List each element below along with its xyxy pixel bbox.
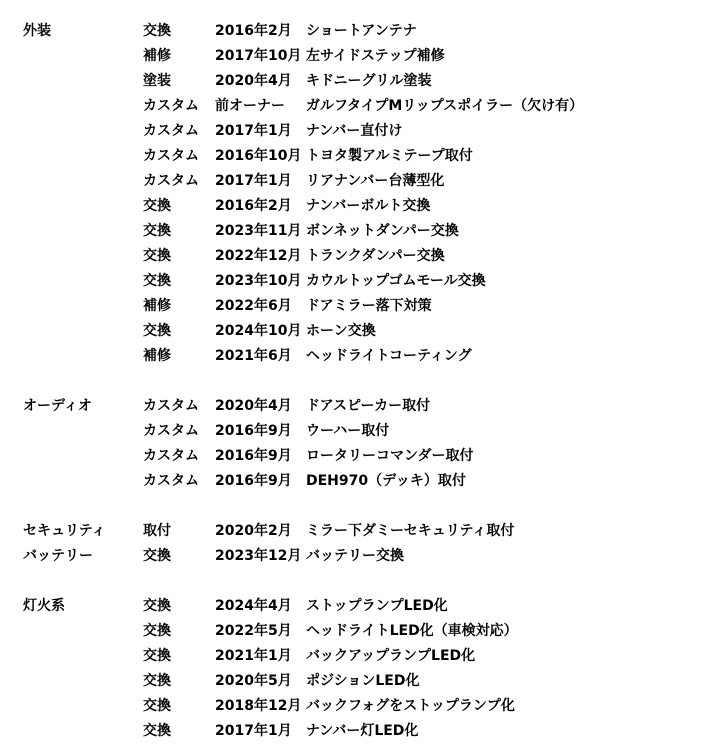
description-cell: ホーン交換	[306, 323, 376, 339]
type-cell: カスタム	[143, 473, 199, 489]
type-cell: 塗装	[143, 73, 171, 89]
table-row	[0, 719, 720, 744]
table-row	[0, 694, 720, 719]
description-cell: ドアスピーカー取付	[306, 398, 431, 414]
date-cell: 2017年1月	[215, 723, 292, 739]
table-row	[0, 169, 720, 194]
date-cell: 2017年1月	[215, 123, 292, 139]
description-cell: ポジションLED化	[306, 673, 420, 689]
type-cell: 補修	[143, 298, 171, 314]
table-row	[0, 594, 720, 619]
description-cell: ナンバー直付け	[306, 123, 403, 139]
description-cell: DEH970（デッキ）取付	[306, 473, 466, 489]
description-cell: ナンバーボルト交換	[306, 198, 431, 214]
table-row	[0, 344, 720, 369]
type-cell: カスタム	[143, 173, 199, 189]
type-cell: 補修	[143, 48, 171, 64]
type-cell: 交換	[143, 723, 171, 739]
type-cell: カスタム	[143, 148, 199, 164]
description-cell: 左サイドステップ補修	[306, 48, 445, 64]
type-cell: カスタム	[143, 398, 199, 414]
table-row	[0, 469, 720, 494]
type-cell: 交換	[143, 248, 171, 264]
description-cell: ガルフタイプMリップスポイラー（欠け有）	[306, 98, 584, 114]
description-cell: トヨタ製アルミテープ取付	[306, 148, 473, 164]
type-cell: 補修	[143, 348, 171, 364]
type-cell: カスタム	[143, 448, 199, 464]
date-cell: 2016年9月	[215, 423, 292, 439]
table-row	[0, 269, 720, 294]
type-cell: 交換	[143, 623, 171, 639]
category-cell: オーディオ	[23, 398, 92, 414]
description-cell: ナンバー灯LED化	[306, 723, 419, 739]
date-cell: 2020年5月	[215, 673, 292, 689]
table-row	[0, 444, 720, 469]
description-cell: トランクダンパー交換	[306, 248, 445, 264]
date-cell: 2024年10月	[215, 323, 302, 339]
table-row	[0, 519, 720, 544]
date-cell: 2020年4月	[215, 398, 292, 414]
type-cell: カスタム	[143, 423, 199, 439]
table-row	[0, 19, 720, 44]
description-cell: ショートアンテナ	[306, 23, 417, 39]
table-row	[0, 544, 720, 569]
date-cell: 2021年6月	[215, 348, 292, 364]
date-cell: 2022年6月	[215, 298, 292, 314]
table-row	[0, 119, 720, 144]
type-cell: 交換	[143, 198, 171, 214]
description-cell: バックアップランプLED化	[306, 648, 476, 664]
table-row	[0, 319, 720, 344]
table-row	[0, 419, 720, 444]
table-row	[0, 294, 720, 319]
description-cell: ヘッドライトコーティング	[306, 348, 472, 364]
description-cell: バックフォグをストップランプ化	[306, 698, 515, 714]
description-cell: ボンネットダンパー交換	[306, 223, 459, 239]
type-cell: 交換	[143, 273, 171, 289]
date-cell: 2016年9月	[215, 448, 292, 464]
date-cell: 2020年4月	[215, 73, 292, 89]
date-cell: 2016年10月	[215, 148, 302, 164]
category-cell: 灯火系	[23, 598, 65, 614]
category-cell: 外装	[23, 23, 51, 39]
description-cell: ロータリーコマンダー取付	[306, 448, 474, 464]
table-row	[0, 144, 720, 169]
date-cell: 2016年9月	[215, 473, 292, 489]
description-cell: バッテリー交換	[306, 548, 404, 564]
table-row	[0, 94, 720, 119]
date-cell: 2023年12月	[215, 548, 302, 564]
table-row	[0, 644, 720, 669]
table-row	[0, 194, 720, 219]
description-cell: カウルトップゴムモール交換	[306, 273, 486, 289]
category-cell: バッテリー	[23, 548, 93, 564]
category-cell: セキュリティ	[23, 523, 106, 539]
type-cell: 交換	[143, 698, 171, 714]
description-cell: ヘッドライトLED化（車検対応）	[306, 623, 518, 639]
date-cell: 2018年12月	[215, 698, 302, 714]
date-cell: 2016年2月	[215, 198, 292, 214]
date-cell: 2023年10月	[215, 273, 302, 289]
table-row	[0, 394, 720, 419]
table-row	[0, 69, 720, 94]
type-cell: 取付	[143, 523, 171, 539]
date-cell: 2016年2月	[215, 23, 292, 39]
date-cell: 2022年5月	[215, 623, 292, 639]
table-row	[0, 669, 720, 694]
date-cell: 2024年4月	[215, 598, 292, 614]
type-cell: 交換	[143, 598, 171, 614]
type-cell: カスタム	[143, 123, 199, 139]
type-cell: 交換	[143, 673, 171, 689]
type-cell: カスタム	[143, 98, 199, 114]
table-row	[0, 244, 720, 269]
type-cell: 交換	[143, 223, 171, 239]
description-cell: リアナンバー台薄型化	[306, 173, 445, 189]
date-cell: 2017年1月	[215, 173, 292, 189]
description-cell: ストップランプLED化	[306, 598, 448, 614]
date-cell: 2017年10月	[215, 48, 302, 64]
type-cell: 交換	[143, 23, 171, 39]
date-cell: 2020年2月	[215, 523, 292, 539]
table-row	[0, 44, 720, 69]
type-cell: 交換	[143, 323, 171, 339]
description-cell: ウーハー取付	[306, 423, 390, 439]
description-cell: ドアミラー落下対策	[306, 298, 432, 314]
date-cell: 2022年12月	[215, 248, 302, 264]
date-cell: 2021年1月	[215, 648, 292, 664]
type-cell: 交換	[143, 648, 171, 664]
type-cell: 交換	[143, 548, 171, 564]
description-cell: ミラー下ダミーセキュリティ取付	[306, 523, 515, 539]
table-row	[0, 619, 720, 644]
date-cell: 前オーナー	[215, 98, 285, 114]
table-row	[0, 219, 720, 244]
description-cell: キドニーグリル塗装	[306, 73, 432, 89]
date-cell: 2023年11月	[215, 223, 302, 239]
